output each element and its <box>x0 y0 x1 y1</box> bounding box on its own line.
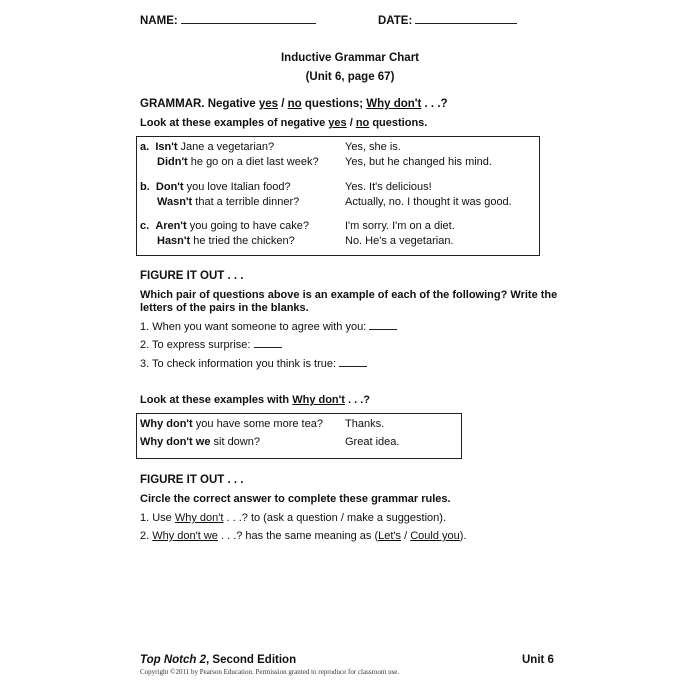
date-blank[interactable] <box>415 13 517 24</box>
name-label: NAME: <box>140 15 178 27</box>
figure1-item-3: 3. To check information you think is true: <box>140 357 367 370</box>
example-a-answers: Yes, she is. Yes, but he changed his mind. <box>345 141 492 168</box>
page-title: Inductive Grammar Chart <box>280 52 420 64</box>
figure1-item-1: 1. When you want someone to agree with you: <box>140 320 397 333</box>
figure2-instruction: Circle the correct answer to complete these grammar rules. <box>140 493 451 505</box>
grammar-heading: GRAMMAR. Negative yes / no questions; Why don't . . .? <box>140 98 448 110</box>
figure1-item-2: 2. To express surprise: <box>140 338 282 351</box>
footer-unit: Unit 6 <box>522 654 554 666</box>
footer-copyright: Copyright ©2011 by Pearson Education. Permission granted to reproduce for classroom use. <box>140 668 400 676</box>
example-c-questions: c. Aren't you going to have cake? Hasn't he tried the chicken? <box>140 220 309 247</box>
page-subtitle: (Unit 6, page 67) <box>305 71 395 83</box>
why-row-1-answer: Thanks. <box>345 418 385 430</box>
figure-heading-1: FIGURE IT OUT . . . <box>140 270 244 282</box>
rule-2: 2. Why don't we . . .? has the same meaning as (Let's / Could you). <box>140 530 467 542</box>
instruction-negative: Look at these examples of negative yes / no questions. <box>140 117 428 129</box>
date-label: DATE: <box>378 15 413 27</box>
name-field[interactable] <box>140 13 316 27</box>
figure1-instruction: Which pair of questions above is an example of each of the following? Write the letters of the pairs in the blanks. <box>140 289 558 314</box>
name-blank[interactable] <box>181 13 316 24</box>
example-c-answers: I'm sorry. I'm on a diet. No. He's a vegetarian. <box>345 220 455 247</box>
why-dont-heading: Look at these examples with Why don't . . .? <box>140 394 370 406</box>
why-row-2-answer: Great idea. <box>345 436 400 448</box>
why-row-1: Why don't you have some more tea? <box>140 418 323 430</box>
footer-book-title: Top Notch 2, Second Edition <box>140 654 297 666</box>
answer-blank-2[interactable] <box>254 338 282 348</box>
answer-blank-3[interactable] <box>339 357 367 367</box>
example-b-answers: Yes. It's delicious! Actually, no. I thought it was good. <box>345 181 512 208</box>
figure-heading-2: FIGURE IT OUT . . . <box>140 474 244 486</box>
rule-1: 1. Use Why don't . . .? to (ask a question / make a suggestion). <box>140 512 446 524</box>
example-b-questions: b. Don't you love Italian food? Wasn't that a terrible dinner? <box>140 181 300 208</box>
why-row-2: Why don't we sit down? <box>140 436 260 448</box>
answer-blank-1[interactable] <box>369 320 397 330</box>
date-field[interactable] <box>378 13 517 27</box>
example-a-questions: a. Isn't Jane a vegetarian? Didn't he go on a diet last week? <box>140 141 319 168</box>
